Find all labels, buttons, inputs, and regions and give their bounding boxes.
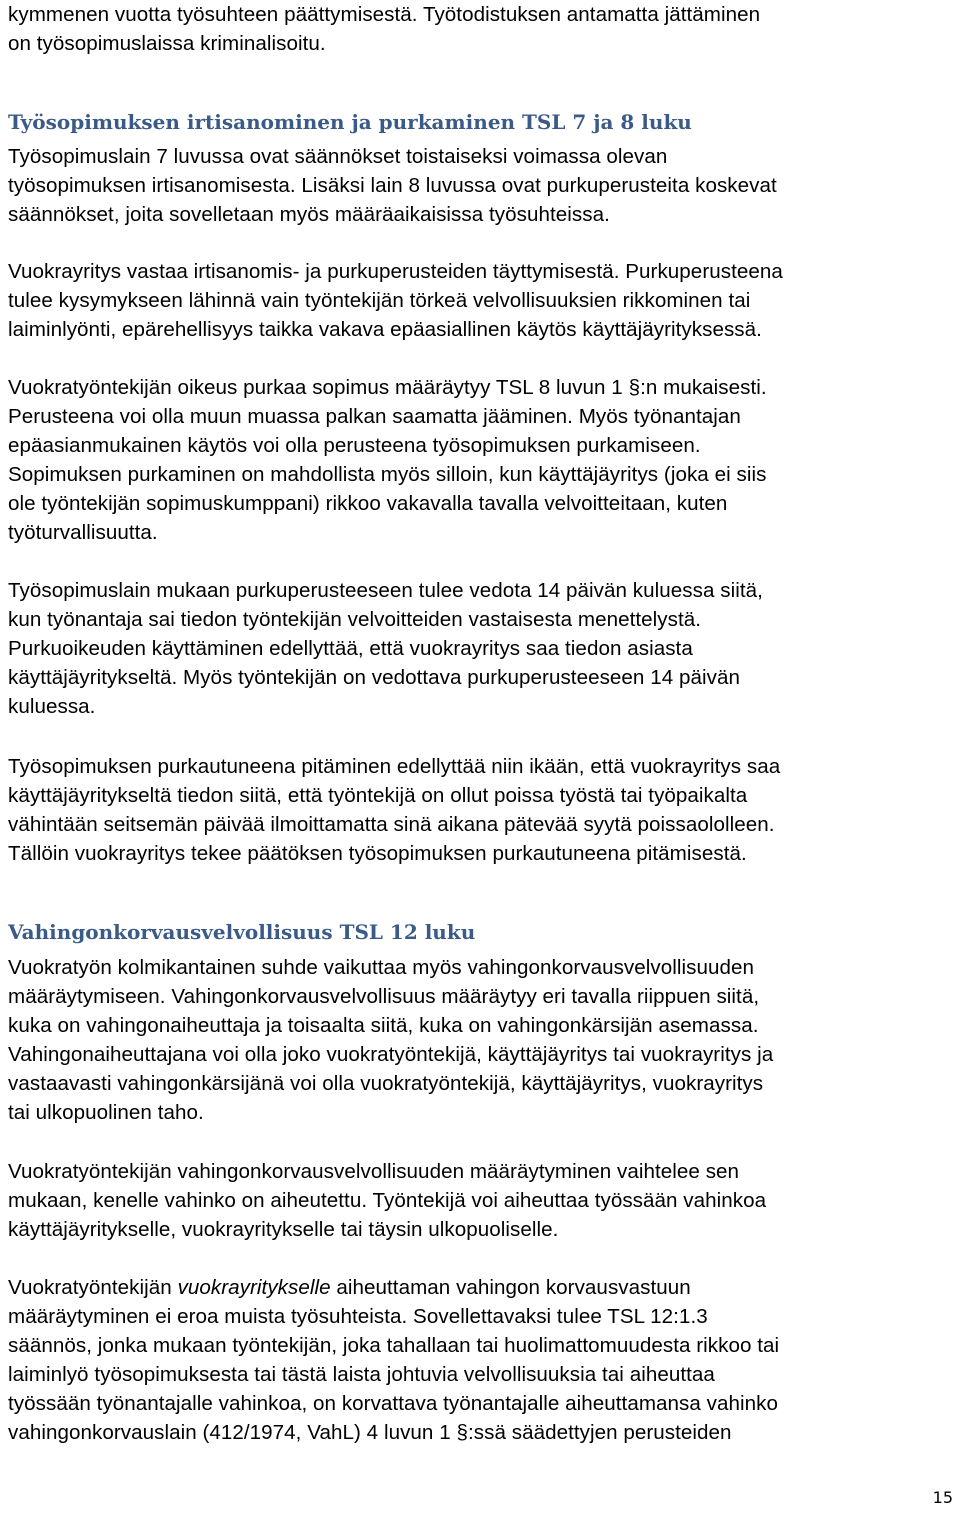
text-line: työturvallisuutta.: [8, 521, 158, 544]
text-line: Sopimuksen purkaminen on mahdollista myös silloin, kun käyttäjäyritys (joka ei siis: [8, 463, 767, 486]
section-heading-damages: Vahingonkorvausvelvollisuus TSL 12 luku: [8, 920, 476, 944]
text-line: tulee kysymykseen lähinnä vain työntekijän törkeä velvollisuuksien rikkominen tai: [8, 289, 751, 312]
text-line: laiminlyönti, epärehellisyys taikka vakava epäasiallinen käytös käyttäjäyrityksessä.: [8, 318, 762, 341]
text-line: Vuokratyön kolmikantainen suhde vaikuttaa myös vahingonkorvausvelvollisuuden: [8, 956, 754, 979]
paragraph-cancellation: [8, 752, 958, 868]
text-segment: aiheuttaman vahingon korvausvastuun: [330, 1276, 691, 1299]
text-line: työsopimuksen irtisanomisesta. Lisäksi lain 8 luvussa ovat purkuperusteita koskevat: [8, 174, 777, 197]
text-line: vahingonkorvauslain (412/1974, VahL) 4 luvun 1 §:ssä säädettyjen perusteiden: [8, 1421, 732, 1444]
paragraph-termination-law: [8, 142, 958, 229]
text-line: Työsopimuslain 7 luvussa ovat säännökset toistaiseksi voimassa olevan: [8, 145, 668, 168]
text-line: kymmenen vuotta työsuhteen päättymisestä. Työtodistuksen antamatta jättäminen: [8, 3, 761, 26]
text-line: Purkuoikeuden käyttäminen edellyttää, että vuokrayritys saa tiedon asiasta: [8, 637, 693, 660]
text-segment: Vuokratyöntekijän: [8, 1276, 178, 1299]
paragraph-employee-right: [8, 373, 958, 547]
text-line: Työsopimuksen purkautuneena pitäminen edellyttää niin ikään, että vuokrayritys saa: [8, 755, 781, 778]
paragraph-agency-damages: [8, 1273, 958, 1447]
section-heading-termination: Työsopimuksen irtisanominen ja purkaminen TSL 7 ja 8 luku: [8, 110, 692, 134]
page-number: 15: [932, 1488, 953, 1507]
italic-emphasis: vuokrayritykselle: [177, 1276, 331, 1299]
text-line: on työsopimuslaissa kriminalisoitu.: [8, 32, 326, 55]
text-line: Tällöin vuokrayritys tekee päätöksen työsopimuksen purkautuneena pitämisestä.: [8, 842, 747, 865]
text-line: vähintään seitsemän päivää ilmoittamatta sinä aikana pätevää syytä poissaololleen.: [8, 813, 775, 836]
text-line: tai ulkopuolinen taho.: [8, 1101, 204, 1124]
text-line: käyttäjäyritykseltä tiedon siitä, että työntekijä on ollut poissa työstä tai työpaikalta: [8, 784, 748, 807]
text-line: vastaavasti vahingonkärsijänä voi olla vuokratyöntekijä, käyttäjäyritys, vuokrayritys: [8, 1072, 764, 1095]
paragraph-agency-responsibility: [8, 257, 958, 344]
text-line: Vuokratyöntekijän oikeus purkaa sopimus määräytyy TSL 8 luvun 1 §:n mukaisesti.: [8, 376, 767, 399]
paragraph-intro: [8, 0, 958, 58]
text-line: käyttäjäyritykseltä. Myös työntekijän on vedottava purkuperusteeseen 14 päivän: [8, 666, 740, 689]
text-line: määräytymiseen. Vahingonkorvausvelvollisuus määräytyy eri tavalla riippuen siitä,: [8, 985, 760, 1008]
text-line: epäasianmukainen käytös voi olla perusteena työsopimuksen purkamiseen.: [8, 434, 701, 457]
text-line: kuluessa.: [8, 695, 96, 718]
paragraph-employee-liability: [8, 1157, 958, 1244]
text-line: säännös, jonka mukaan työntekijän, joka tahallaan tai huolimattomuudesta rikkoo tai: [8, 1334, 780, 1357]
text-line-mixed: [8, 1273, 958, 1302]
text-line: Vahingonaiheuttajana voi olla joko vuokratyöntekijä, käyttäjäyritys tai vuokrayritys ja: [8, 1043, 774, 1066]
text-line: käyttäjäyritykselle, vuokrayritykselle tai täysin ulkopuoliselle.: [8, 1218, 559, 1241]
text-line: mukaan, kenelle vahinko on aiheutettu. Työntekijä voi aiheuttaa työssään vahinkoa: [8, 1189, 767, 1212]
text-line: kuka on vahingonaiheuttaja ja toisaalta siitä, kuka on vahingonkärsijän asemassa.: [8, 1014, 759, 1037]
paragraph-damages-intro: [8, 953, 958, 1127]
text-line: määräytyminen ei eroa muista työsuhteista. Sovellettavaksi tulee TSL 12:1.3: [8, 1305, 708, 1328]
paragraph-deadline: [8, 576, 958, 721]
text-line: Vuokrayritys vastaa irtisanomis- ja purkuperusteiden täyttymisestä. Purkuperusteena: [8, 260, 783, 283]
text-line: kun työnantaja sai tiedon työntekijän velvoitteiden vastaisesta menettelystä.: [8, 608, 702, 631]
text-line: säännökset, joita sovelletaan myös määräaikaisissa työsuhteissa.: [8, 203, 610, 226]
text-line: Vuokratyöntekijän vahingonkorvausvelvollisuuden määräytyminen vaihtelee sen: [8, 1160, 740, 1183]
text-line: työssään työnantajalle vahinkoa, on korvattava työnantajalle aiheuttamansa vahinko: [8, 1392, 778, 1415]
text-line: laiminlyö työsopimuksesta tai tästä laista johtuvia velvollisuuksia tai aiheuttaa: [8, 1363, 715, 1386]
text-line: Perusteena voi olla muun muassa palkan saamatta jääminen. Myös työnantajan: [8, 405, 741, 428]
text-line: ole työntekijän sopimuskumppani) rikkoo vakavalla tavalla velvoitteitaan, kuten: [8, 492, 728, 515]
text-line: Työsopimuslain mukaan purkuperusteeseen tulee vedota 14 päivän kuluessa siitä,: [8, 579, 763, 602]
